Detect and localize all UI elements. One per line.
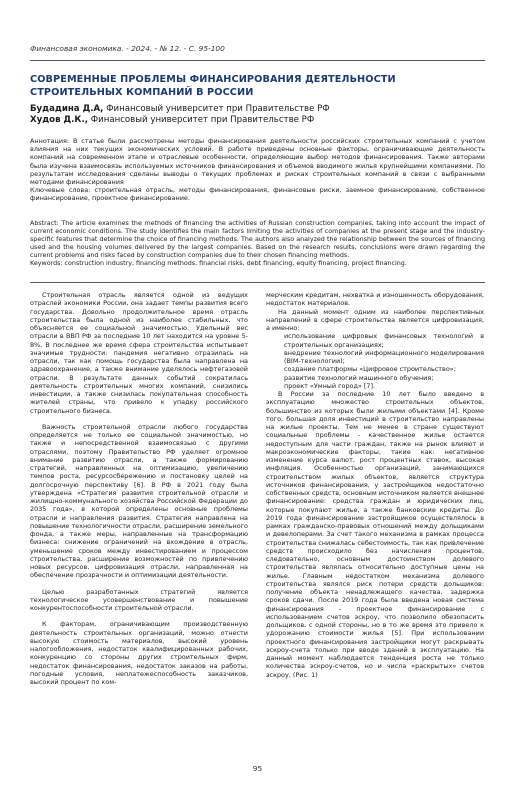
abstract-english — [30, 220, 485, 269]
keywords-text: Ключевые слова: строительная отрасль, методы финансирования, финансовые риски, заемное финансирование, собственное финансирование, проектное финансирование. — [30, 186, 485, 203]
list-item: внедрение технологий информационного моделирования (BIM-технологии); — [284, 348, 484, 365]
author-name: Худов Д.К., — [30, 115, 88, 126]
body-column-right — [266, 291, 484, 679]
author-affiliation: Финансовый университет при Правительстве РФ — [87, 115, 315, 126]
list-item: развитие технологий машинного обучения; — [284, 373, 434, 382]
body-paragraph: мерческим кредитам, нехватка и изношенность оборудования, недостаток материалов. — [266, 291, 484, 308]
author-line — [30, 115, 485, 126]
body-paragraph: Важность строительной отрасли любого государства определяется не только ее социальной значимостью, но также и непосредственной взаимосвязью с другими отраслями, поэтому Правительство РФ уделяет огромное внимание развитию отрасли, а также формированию стратегий, направленных на оптимизацию, увеличению темпов роста, ресурсосбережению и постановку целей на долгосрочную перспективу [6]. В РФ в 2021 году была утверждена «Стратегия развития строительной отрасли и жилищно-коммунального хозяйства Российской Федерации до 2035 года», в которой определены основные проблемы отрасли и направления развития. Стратегия направлена на повышение технологичности отрасли, расширение земельного фонда, а также меры, направленные на трансформацию бизнеса: снижение ограничений на вхождение в отрасль, уменьшение сроков между инвестированием и процессом строительства, расширение возможностей по привлечению новых ресурсов, цифровизация отрасли, направленная на обеспечение прозрачности и оптимизации деятельности. — [30, 422, 248, 580]
list-item: проект «Умный город» [7]. — [284, 381, 376, 390]
author-line — [30, 104, 485, 115]
page-number: 95 — [252, 764, 263, 773]
header-divider — [30, 60, 485, 61]
body-column-left — [30, 291, 248, 686]
article-title: СОВРЕМЕННЫЕ ПРОБЛЕМЫ ФИНАНСИРОВАНИЯ ДЕЯТЕЛЬНОСТИ СТРОИТЕЛЬНЫХ КОМПАНИЙ В РОССИИ — [30, 74, 396, 98]
journal-citation: Финансовая экономика. - 2024. - № 12. - С. 95-100 — [30, 44, 225, 53]
abstract-text: Abstract: The article examines the methods of financing the activities of Russian construction companies, taking into account the impact of current economic conditions. The study identifies the main factors limiting the activities of companies at the present stage and the industry-specific features that determine the choice of financing methods. The authors also analyzed the relationship between the sources of financing used and the housing volumes delivered by the largest companies. Based on the research results, conclusions were drawn regarding the current problems and risks faced by construction companies due to their chosen financing methods. — [30, 220, 485, 260]
author-affiliation: Финансовый университет при Правительстве РФ — [103, 104, 330, 114]
body-paragraph: В России за последние 10 лет было введено в эксплуатацию множество строительных объектов, большинство из которых были жилыми объектами [4]. Кроме того, большая доля инвестиций в строительство направлены на жилые проекты. Тем не менее в стране существуют социальные проблемы - качественное жилье остается недоступным для части граждан, также на рынок влияют и макроэкономические факторы, такие как: негативное изменение курса валют, рост процентных ставок, высокая инфляция. Особенностью организаций, занимающихся строительством жилых объектов, является структура источников финансирования, у застройщиков недостаточно собственных средств, основным источником является внешнее финансирование: средства граждан и юридических лиц, которые покупают жилье, а также банковские кредиты. До 2019 года финансирование застройщиков осуществлялось в рамках гражданско-правовых отношений между дольщиками и девелоперами. За счет такого механизма в рамках процесса строительства снижалась себестоимость, так как привлечение средств происходило без начисления процентов, следовательно, основным достоинством долевого строительства являлась относительно доступные цены на жилье. Главным недостатком механизма долевого строительства являлся риск потери средств дольщиков: получение объекта ненадлежащего качества, задержка сроков сдачи. После 2019 года была введена новая система финансирования - проектное финансирование с использованием счетов эскроу, что позволило обезопасить дольщиков, с одной стороны, но в то же время это привело к удорожанию стоимости жилья [5]. При использовании проектного финансирования застройщики могут раскрывать эскроу-счета только при вводе зданий в эксплуатацию. На данный момент наблюдается тенденция роста не только количества эскроу-счетов, но и числа «раскрытых» счетов эскроу. (Рис. 1) — [266, 390, 484, 679]
body-paragraph: К факторам, ограничивающим производственную деятельность строительных организаций, можно отнести высокую стоимость материалов, высокий уровень налогообложения, недостаток квалифицированных рабочих, конкуренцию со стороны других строительных фирм, недостаток финансирования, недостаток заказов на работы, погодные условия, неплатежеспособность заказчиков, высокий процент по ком- — [30, 620, 248, 686]
list-item: использование цифровых финансовых технологий в строительных организациях; — [284, 332, 484, 349]
abstract-text: Аннотация: В статье были рассмотрены методы финансирования деятельности российских строительных компаний с учетом влияния на них текущих экономических условий. В работе приведены основные факторы, ограничивающие деятельность компаний на современном этапе и отраслевые особенности, определяющие выбор методов финансирования. Также авторами была изучена взаимосвязь используемых источников финансирования и объемов вводимого жилья крупнейшими компаниями. По результатам исследования сделаны выводы о текущих проблемах и рисках строительных компаний в связи с выбранными методами финансирования — [30, 137, 485, 187]
abstract-russian — [30, 137, 485, 203]
author-list — [30, 104, 485, 127]
body-paragraph: Целью разработанных стратегий является технологическое усовершенствование и повышение конкурентоспособности строительной отрасли. — [30, 587, 248, 612]
abstract-divider — [30, 282, 485, 283]
author-name: Будадина Д.А, — [30, 104, 104, 114]
body-paragraph: На данный момент одним из наиболее перспективных направлений в сфере строительства является цифровизация, а именно: — [266, 307, 484, 332]
body-paragraph: Строительная отрасль является одной из ведущих отраслей экономики России, она задает темпы развития всего государства. Довольно продолжительное время отрасль строительства была одной из наиболее стабильных, что объясняется ее социальной значимостью. Удельный вес отрасли в ВВП РФ за последние 10 лет находится на уровне 5-8%. В последнее же время сфера строительства испытывает значимые трудности: пандемия негативно отразилась на отрасли, так как помощь государства была направлена на здравоохранение, а также внимание уделялось нефтегазовой отрасли. В результате данных событий сократилась деятельность строительных многих компаний, снизились инвестиции, а также снизилась покупательная способность жителей страны, что привело к упадку российского строительного бизнеса. — [30, 291, 248, 415]
list-item: создание платформы «Цифровое строительство»; — [284, 365, 456, 374]
keywords-text: Keywords: construction industry, financing methods, financial risks, debt financing, equity financing, project financing. — [30, 260, 407, 268]
